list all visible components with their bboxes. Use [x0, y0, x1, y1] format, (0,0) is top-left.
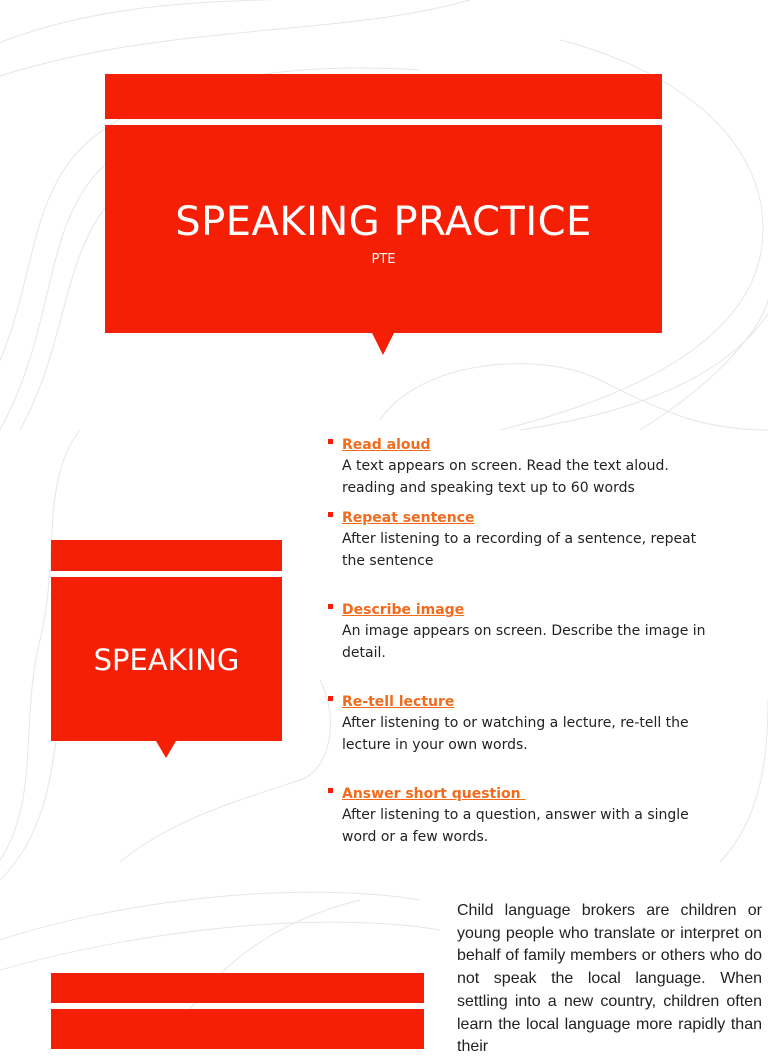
- bullet-square: [328, 439, 333, 444]
- slide-title: [0, 0, 768, 430]
- task-description: A text appears on screen. Read the text aloud. reading and speaking text up to 60 words: [342, 458, 669, 496]
- section-title: SPEAKING: [93, 643, 240, 677]
- section-box: [51, 1009, 424, 1049]
- list-item: [342, 691, 722, 756]
- bullet-square: [328, 604, 333, 609]
- title-top-strip: [105, 74, 662, 119]
- task-link-answer-short-question[interactable]: Answer short question: [342, 786, 526, 802]
- section-top-strip: [51, 540, 282, 571]
- section-box-pointer: [156, 741, 176, 758]
- list-item: [342, 599, 722, 664]
- slide-child-language-brokers: [0, 862, 768, 1056]
- body-paragraph: Child language brokers are children or young people who translate or interpret on behalf of family members or others who do not speak the local language. When settling into a new country, children often learn the local language more rapidly than their: [457, 902, 762, 1056]
- section-box: [51, 577, 282, 741]
- task-link-read-aloud[interactable]: Read aloud: [342, 437, 431, 453]
- task-description: After listening to a question, answer with a single word or a few words.: [342, 807, 689, 845]
- list-item: [342, 783, 722, 848]
- task-description: After listening to or watching a lecture, re-tell the lecture in your own words.: [342, 715, 689, 753]
- list-item: [342, 507, 722, 572]
- title-box: [105, 125, 662, 333]
- title-box-pointer: [372, 333, 394, 355]
- task-link-re-tell-lecture[interactable]: Re-tell lecture: [342, 694, 455, 710]
- task-description: After listening to a recording of a sentence, repeat the sentence: [342, 531, 697, 569]
- section-top-strip: [51, 973, 424, 1003]
- task-description: An image appears on screen. Describe the image in detail.: [342, 623, 706, 661]
- bullet-square: [328, 788, 333, 793]
- list-item: [342, 434, 722, 499]
- slide-speaking: [0, 430, 768, 862]
- task-link-repeat-sentence[interactable]: Repeat sentence: [342, 510, 475, 526]
- bullet-square: [328, 512, 333, 517]
- task-link-describe-image[interactable]: Describe image: [342, 602, 465, 618]
- page-subtitle: PTE: [371, 252, 396, 267]
- task-list: [342, 434, 722, 848]
- bullet-square: [328, 696, 333, 701]
- page-title: SPEAKING PRACTICE: [175, 199, 592, 245]
